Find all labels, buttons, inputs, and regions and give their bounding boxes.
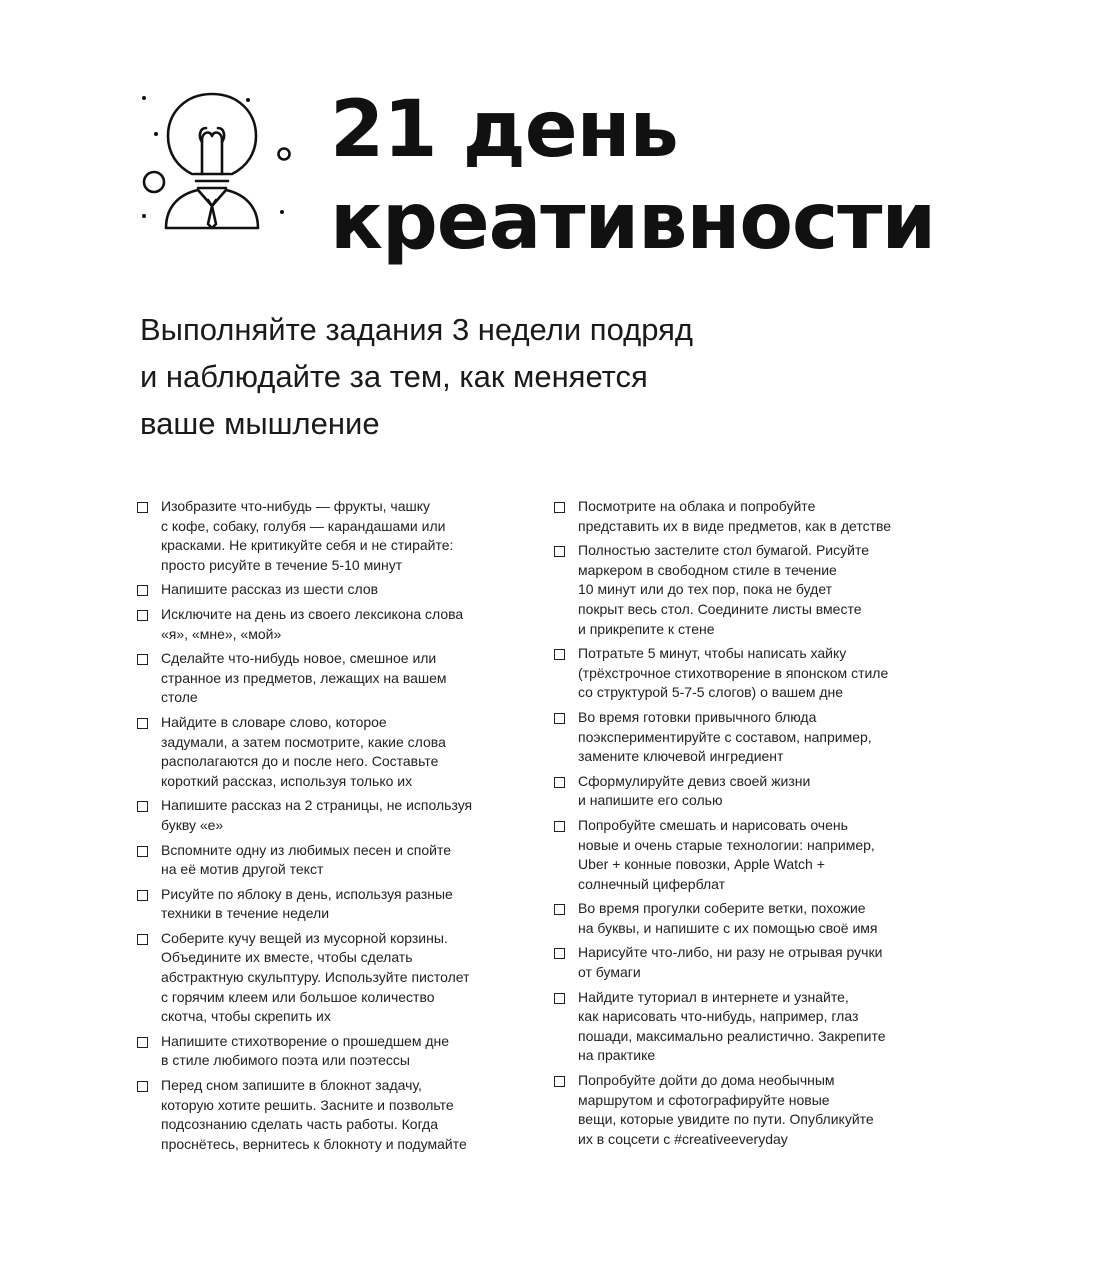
task-text-line: Посмотрите на облака и попробуйте [578,498,816,514]
task-item[interactable] [554,816,954,894]
task-text-line: солнечный циферблат [578,875,726,892]
task-text [578,988,886,1066]
checkbox-icon[interactable] [554,777,565,788]
task-item[interactable] [137,885,537,924]
task-text-line: Потратьте 5 минут, чтобы написать хайку [578,645,847,662]
task-text [161,841,451,880]
task-text-line: Соберите кучу вещей из мусорной корзины. [161,929,448,946]
task-text-line: маршрутом и сфотографируйте новые [578,1091,830,1108]
task-text-line: от бумаги [578,964,641,981]
task-text-line: Найдите туториал в интернете и узнайте, [578,988,849,1005]
task-text-line: которую хотите решить. Засните и позвольте [161,1096,454,1113]
task-text [161,1076,467,1154]
intro-line-3: ваше мышление [140,406,380,441]
task-text-line: Uber + конные повозки, Apple Watch + [578,856,825,873]
checkbox-icon[interactable] [554,502,565,513]
task-text [161,1032,449,1071]
task-text-line: странное из предметов, лежащих на вашем [161,669,447,686]
checkbox-icon[interactable] [137,585,148,596]
task-item[interactable] [554,644,954,703]
task-item[interactable] [554,899,954,938]
task-text-line: Объедините их вместе, чтобы сделать [161,949,413,966]
task-text-line: Во время прогулки соберите ветки, похожие [578,900,866,917]
task-text [578,644,888,703]
task-item[interactable] [137,841,537,880]
task-item[interactable] [137,929,537,1027]
task-text-line: Исключите на день из своего лексикона слова [161,605,464,622]
checkbox-icon[interactable] [137,718,148,729]
checkbox-icon[interactable] [554,904,565,915]
task-text-line: Напишите стихотворение о прошедшем дне [161,1032,450,1049]
task-text-line: подсознанию сделать часть работы. Когда [161,1116,438,1133]
task-text [161,885,453,924]
task-text [161,796,472,835]
task-text-line: с кофе, собаку, голубя — карандашами или [161,517,446,534]
task-text-line: Нарисуйте что-либо, ни разу не отрывая ручки [578,944,883,961]
task-text-line: на её мотив другой текст [161,861,324,878]
task-text-line: 10 минут или до тех пор, пока не будет [578,581,833,598]
task-text-line: Изобразите что-нибудь — фрукты, чашку [161,498,431,514]
task-text-line: в стиле любимого поэта или поэтессы [161,1052,410,1069]
task-text [578,772,810,811]
checkbox-icon[interactable] [137,846,148,857]
task-text-line: поэкспериментируйте с составом, например, [578,728,872,745]
intro-text [140,306,900,447]
task-text-line: красками. Не критикуйте себя и не стирайте: [161,537,454,554]
task-text-line: и прикрепите к стене [578,620,715,637]
checkbox-icon[interactable] [554,713,565,724]
task-text [578,497,891,536]
task-text [578,899,877,938]
task-text-line: проснётесь, вернитесь к блокноту и подумайте [161,1135,467,1152]
task-text-line: столе [161,689,198,706]
task-item[interactable] [554,541,954,639]
task-text-line: и напишите его солью [578,792,723,809]
task-text-line: задумали, а затем посмотрите, какие слова [161,733,446,750]
task-text-line: «я», «мне», «мой» [161,625,282,642]
checkbox-icon[interactable] [554,993,565,1004]
checkbox-icon[interactable] [137,934,148,945]
task-item[interactable] [554,943,954,982]
task-text-line: как нарисовать что-нибудь, например, глаз [578,1008,859,1025]
task-item[interactable] [554,772,954,811]
task-text-line: Рисуйте по яблоку в день, используя разные [161,885,453,902]
task-text-line: маркером в свободном стиле в течение [578,561,837,578]
task-text [161,497,453,575]
task-text [161,713,446,791]
task-text-line: с горячим клеем или большое количество [161,988,435,1005]
task-list-right [554,497,954,1154]
title-line-1: 21 день [330,85,678,175]
checkbox-icon[interactable] [554,821,565,832]
checkbox-icon[interactable] [137,610,148,621]
task-text-line: вещи, которые увидите по пути. Опубликуйте [578,1111,874,1128]
page-title [330,84,935,268]
checkbox-icon[interactable] [137,801,148,812]
intro-line-2: и наблюдайте за тем, как меняется [140,359,648,394]
title-line-2: креативности [330,177,936,267]
checkbox-icon[interactable] [137,502,148,513]
task-text-line: новые и очень старые технологии: например, [578,836,875,853]
task-text-line: Попробуйте смешать и нарисовать очень [578,816,848,833]
task-item[interactable] [554,708,954,767]
task-text-line: Напишите рассказ на 2 страницы, не используя [161,797,473,814]
task-item[interactable] [137,1032,537,1071]
task-text [161,649,447,708]
task-text [578,541,869,639]
task-text-line: покрыт весь стол. Соедините листы вместе [578,600,862,617]
task-text [161,605,463,644]
task-text-line: располагаются до и после него. Составьте [161,753,439,770]
task-text [578,943,882,982]
checkbox-icon[interactable] [137,654,148,665]
task-text-line: Найдите в словаре слово, которое [161,713,387,730]
task-text-line: Вспомните одну из любимых песен и спойте [161,841,452,858]
task-text [578,1071,874,1149]
task-text-line: короткий рассказ, используя только их [161,772,413,789]
checkbox-icon[interactable] [554,649,565,660]
task-item[interactable] [137,713,537,791]
task-item[interactable] [554,497,954,536]
task-text-line: Напишите рассказ из шести слов [161,581,379,598]
task-text [578,816,875,894]
task-item[interactable] [137,796,537,835]
task-text-line: букву «е» [161,816,224,833]
lightbulb-head-person-icon [136,88,296,248]
checkbox-icon[interactable] [137,1081,148,1092]
task-text [161,580,378,600]
checkbox-icon[interactable] [554,948,565,959]
task-text-line: (трёхстрочное стихотворение в японском стиле [578,664,889,681]
intro-line-1: Выполняйте задания 3 недели подряд [140,312,693,347]
task-text-line: представить их в виде предметов, как в детстве [578,517,892,534]
checkbox-icon[interactable] [554,1076,565,1087]
task-item[interactable] [137,605,537,644]
task-text-line: Попробуйте дойти до дома необычным [578,1072,835,1089]
task-text-line: техники в течение недели [161,905,330,922]
task-text-line: пошади, максимально реалистично. Закрепите [578,1027,886,1044]
task-text-line: Сделайте что-нибудь новое, смешное или [161,650,437,667]
task-text [161,929,470,1027]
task-text-line: Полностью застелите стол бумагой. Рисуйте [578,542,869,559]
task-text-line: Во время готовки привычного блюда [578,708,817,725]
task-text-line: скотча, чтобы скрепить их [161,1008,331,1025]
task-text-line: на буквы, и напишите с их помощью своё имя [578,919,878,936]
task-text [578,708,872,767]
checkbox-icon[interactable] [137,1037,148,1048]
task-text-line: абстрактную скульптуру. Используйте пистолет [161,969,470,986]
checkbox-icon[interactable] [554,546,565,557]
task-item[interactable] [137,580,537,600]
task-item[interactable] [554,1071,954,1149]
task-text-line: со структурой 5-7-5 слогов) о вашем дне [578,684,844,701]
task-text-line: Сформулируйте девиз своей жизни [578,772,811,789]
task-text-line: на практике [578,1047,656,1064]
task-item[interactable] [137,1076,537,1154]
task-list-left [137,497,537,1159]
task-item[interactable] [137,649,537,708]
task-text-line: просто рисуйте в течение 5-10 минут [161,556,403,573]
task-text-line: замените ключевой ингредиент [578,748,784,765]
task-text-line: Перед сном запишите в блокнот задачу, [161,1077,422,1094]
task-item[interactable] [137,497,537,575]
task-text-line: их в соцсети с #creativeeveryday [578,1130,788,1147]
task-item[interactable] [554,988,954,1066]
checkbox-icon[interactable] [137,890,148,901]
